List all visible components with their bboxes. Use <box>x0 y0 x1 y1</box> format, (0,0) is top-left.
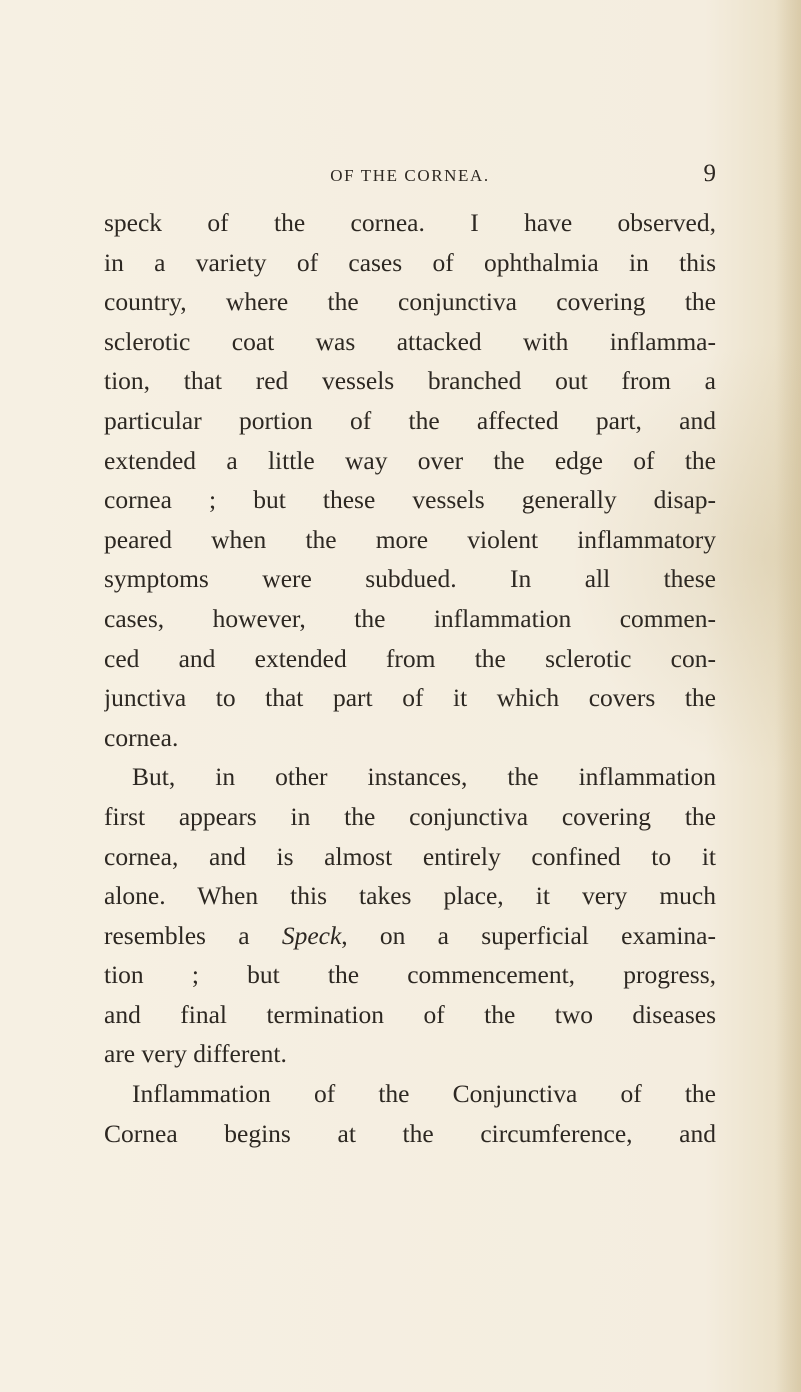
text-line: junctiva to that part of it which covers the <box>104 683 716 713</box>
text-line: alone. When this takes place, it very much <box>104 881 716 911</box>
text-line: Cornea begins at the circumference, and <box>104 1118 716 1148</box>
running-head: OF THE CORNEA. <box>330 166 490 185</box>
page-header <box>104 160 716 188</box>
text-line: cases, however, the inflammation commen- <box>104 603 716 633</box>
text-fragment: , on a superficial examina- <box>341 920 716 950</box>
text-line: speck of the cornea. I have observed, <box>104 208 716 237</box>
text-line: peared when the more violent inflammatory <box>104 524 716 554</box>
text-line: tion, that red vessels branched out from a <box>104 366 716 396</box>
text-line: particular portion of the affected part, and <box>104 405 716 435</box>
text-line: first appears in the conjunctiva covering the <box>104 801 716 831</box>
text-line: tion ; but the commencement, progress, <box>104 960 716 990</box>
text-line: extended a little way over the edge of the <box>104 445 716 475</box>
text-line: in a variety of cases of ophthalmia in this <box>104 247 716 277</box>
italic-term: Speck <box>281 920 342 950</box>
text-line: symptoms were subdued. In all these <box>104 564 716 594</box>
page-number: 9 <box>703 160 716 187</box>
paragraph-start-line: Inflammation of the Conjunctiva of the <box>132 1079 716 1109</box>
body-text <box>104 203 716 1153</box>
text-line: country, where the conjunctiva covering the <box>104 287 716 317</box>
paragraph-start-line: But, in other instances, the inflammation <box>132 762 716 792</box>
text-line: and final termination of the two diseases <box>104 999 716 1029</box>
text-line: cornea. <box>104 722 179 752</box>
text-line: sclerotic coat was attacked with inflamma- <box>104 326 716 356</box>
text-fragment: resembles a <box>104 920 282 950</box>
text-line: ced and extended from the sclerotic con- <box>104 643 716 673</box>
page-edge-shading <box>775 0 801 1392</box>
text-line-with-italic <box>104 916 716 956</box>
text-line: cornea, and is almost entirely confined to it <box>104 841 716 871</box>
text-line: are very different. <box>104 1039 287 1069</box>
text-line: cornea ; but these vessels generally disap- <box>104 485 716 515</box>
